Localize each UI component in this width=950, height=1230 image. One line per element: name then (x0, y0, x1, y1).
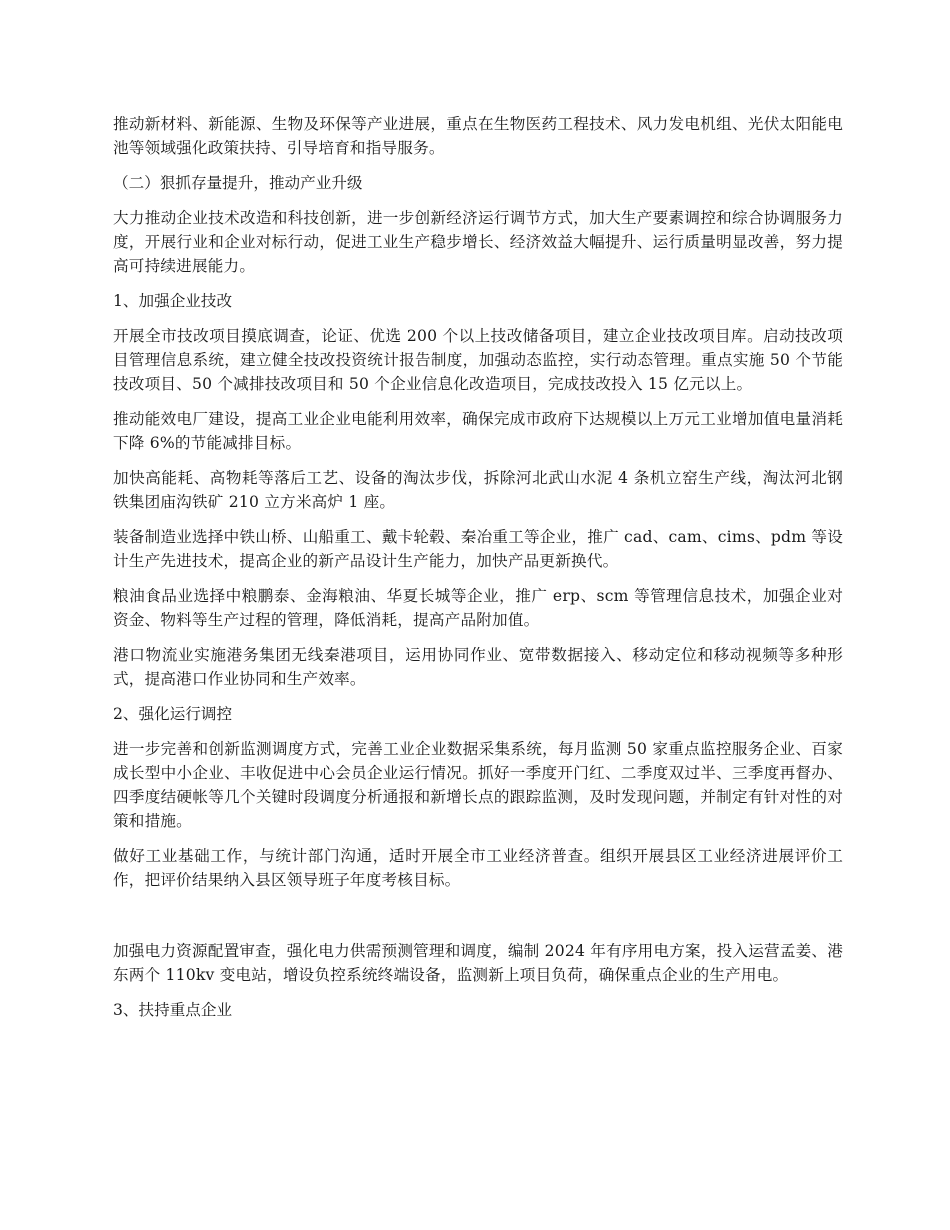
paragraph-power-allocation: 加强电力资源配置审查，强化电力供需预测管理和调度，编制 2024 年有序用电方案，投入运营孟姜、港东两个 110kv 变电站，增设负控系统终端设备，监测新上项目负荷，确保重点企业的生产用电。 (113, 942, 843, 984)
subheading-1: 1、加强企业技改 (113, 292, 233, 310)
paragraph-tech-innovation: 大力推动企业技术改造和科技创新，进一步创新经济运行调节方式，加大生产要素调控和综合协调服务力度，开展行业和企业对标行动，促进工业生产稳步增长、经济效益大幅提升、运行质量明显改善，努力提高可持续进展能力。 (113, 209, 843, 275)
document-page (113, 112, 843, 1033)
section-heading-2: （二）狠抓存量提升，推动产业升级 (113, 174, 363, 192)
paragraph-energy-efficiency: 推动能效电厂建设，提高工业企业电能利用效率，确保完成市政府下达规模以上万元工业增加值电量消耗下降 6%的节能减排目标。 (113, 410, 843, 452)
paragraph-tech-projects: 开展全市技改项目摸底调查，论证、优选 200 个以上技改储备项目，建立企业技改项目库。启动技改项目管理信息系统，建立健全技改投资统计报告制度，加强动态监控，实行动态管理。重点实施 50 个节能技改项目、50 个减排技改项目和 50 个企业信息化改造项目，完成技改投入 15 亿元以上。 (113, 327, 843, 393)
paragraph-equipment-manufacturing: 装备制造业选择中铁山桥、山船重工、戴卡轮毂、秦冶重工等企业，推广 cad、cam、cims、pdm 等设计生产先进技术，提高企业的新产品设计生产能力，加快产品更新换代。 (113, 528, 843, 570)
paragraph-food-industry: 粮油食品业选择中粮鹏泰、金海粮油、华夏长城等企业，推广 erp、scm 等管理信息技术，加强企业对资金、物料等生产过程的管理，降低消耗，提高产品附加值。 (113, 587, 843, 629)
paragraph-industrial-basis: 做好工业基础工作，与统计部门沟通，适时开展全市工业经济普查。组织开展县区工业经济进展评价工作，把评价结果纳入县区领导班子年度考核目标。 (113, 847, 843, 889)
paragraph-emerging-industries: 推动新材料、新能源、生物及环保等产业进展，重点在生物医药工程技术、风力发电机组、光伏太阳能电池等领域强化政策扶持、引导培育和指导服务。 (113, 115, 843, 157)
paragraph-port-logistics: 港口物流业实施港务集团无线秦港项目，运用协同作业、宽带数据接入、移动定位和移动视频等多种形式，提高港口作业协同和生产效率。 (113, 646, 843, 688)
subheading-3: 3、扶持重点企业 (113, 1001, 233, 1019)
paragraph-eliminate-backward: 加快高能耗、高物耗等落后工艺、设备的淘汰步伐，拆除河北武山水泥 4 条机立窑生产线，淘汰河北钢铁集团庙沟铁矿 210 立方米高炉 1 座。 (113, 469, 843, 511)
blank-gap (113, 903, 843, 939)
subheading-2: 2、强化运行调控 (113, 705, 233, 723)
paragraph-monitoring: 进一步完善和创新监测调度方式，完善工业企业数据采集系统，每月监测 50 家重点监控服务企业、百家成长型中小企业、丰收促进中心会员企业运行情况。抓好一季度开门红、二季度双过半、三季度再督办、四季度结硬帐等几个关键时段调度分析通报和新增长点的跟踪监测，及时发现问题，并制定有针对性的对策和措施。 (113, 740, 843, 830)
